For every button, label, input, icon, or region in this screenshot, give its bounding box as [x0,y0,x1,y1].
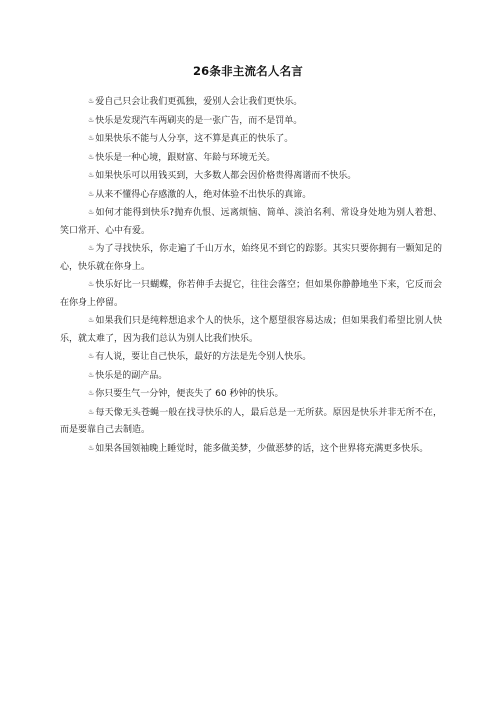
hot-spring-icon: ♨ [88,443,95,452]
hot-spring-icon: ♨ [88,189,95,198]
quote-text: 从来不懂得心存感激的人，绝对体验不出快乐的真谛。 [95,189,312,200]
quote-item [60,130,442,149]
quote-item [60,440,442,459]
quote-text: 快乐是的副产品。 [95,370,168,381]
quote-item [60,93,442,112]
hot-spring-icon: ♨ [88,244,95,252]
quote-text: 有人说，要让自己快乐，最好的方法是先令别人快乐。 [95,352,312,362]
hot-spring-icon: ♨ [88,115,95,124]
quote-text: 快乐是发现汽车两刷夹的是一张广告，而不是罚单。 [95,115,303,126]
quote-text: 如果我们只是纯粹想追求个人的快乐，这个愿望很容易达成；但如果我们希望比别人快乐，就太难了，因为我们总认为别人比我们快乐。 [60,316,442,344]
hot-spring-icon: ♨ [88,389,95,397]
quote-text: 如果快乐不能与人分享，这不算是真正的快乐了。 [95,134,294,144]
quote-item [60,204,442,240]
quote-item [60,348,442,367]
hot-spring-icon: ♨ [88,134,95,142]
quote-list [60,93,442,458]
quote-item [60,312,442,348]
hot-spring-icon: ♨ [88,171,95,179]
quote-text: 快乐好比一只蝴蝶，你若伸手去捉它，往往会落空；但如果你静静地坐下来，它反而会在你身上停留。 [60,280,442,308]
quote-text: 如果各国领袖晚上睡觉时，能多做美梦，少做恶梦的话，这个世界将充满更多快乐。 [95,443,429,454]
hot-spring-icon: ♨ [88,316,95,324]
hot-spring-icon: ♨ [88,352,95,360]
quote-text: 如果快乐可以用钱买到，大多数人都会因价格贵得离谱而不快乐。 [95,171,357,181]
quote-text: 每天像无头苍蝇一般在找寻快乐的人，最后总是一无所获。原因是快乐并非无所不在，而是要靠自己去制造。 [60,407,442,435]
quote-text: 快乐是一种心境，跟财富、年龄与环境无关。 [95,152,276,163]
hot-spring-icon: ♨ [88,208,95,216]
hot-spring-icon: ♨ [88,97,95,105]
quote-item [60,385,442,404]
quote-item [60,276,442,312]
quote-item [60,149,442,168]
quote-item [60,367,442,386]
hot-spring-icon: ♨ [88,280,95,288]
quote-text: 爱自己只会让我们更孤独，爱别人会让我们更快乐。 [95,97,303,107]
hot-spring-icon: ♨ [88,370,95,379]
quote-item [60,112,442,131]
hot-spring-icon: ♨ [88,407,95,416]
quote-text: 你只要生气一分钟，便丧失了 60 秒钟的快乐。 [95,389,284,399]
quote-item [60,404,442,440]
quote-item [60,240,442,276]
document-title: 26条非主流名人名言 [192,64,303,78]
hot-spring-icon: ♨ [88,152,95,161]
quote-text: 如何才能得到快乐?抛弃仇恨、远离烦恼、简单、淡泊名利、常设身处地为别人着想、笑口常开、心中有爱。 [60,208,442,236]
quote-item [60,186,442,205]
quote-text: 为了寻找快乐，你走遍了千山万水，始终见不到它的踪影。其实只要你拥有一颗知足的心，快乐就在你身上。 [60,244,442,272]
quote-item [60,167,442,186]
